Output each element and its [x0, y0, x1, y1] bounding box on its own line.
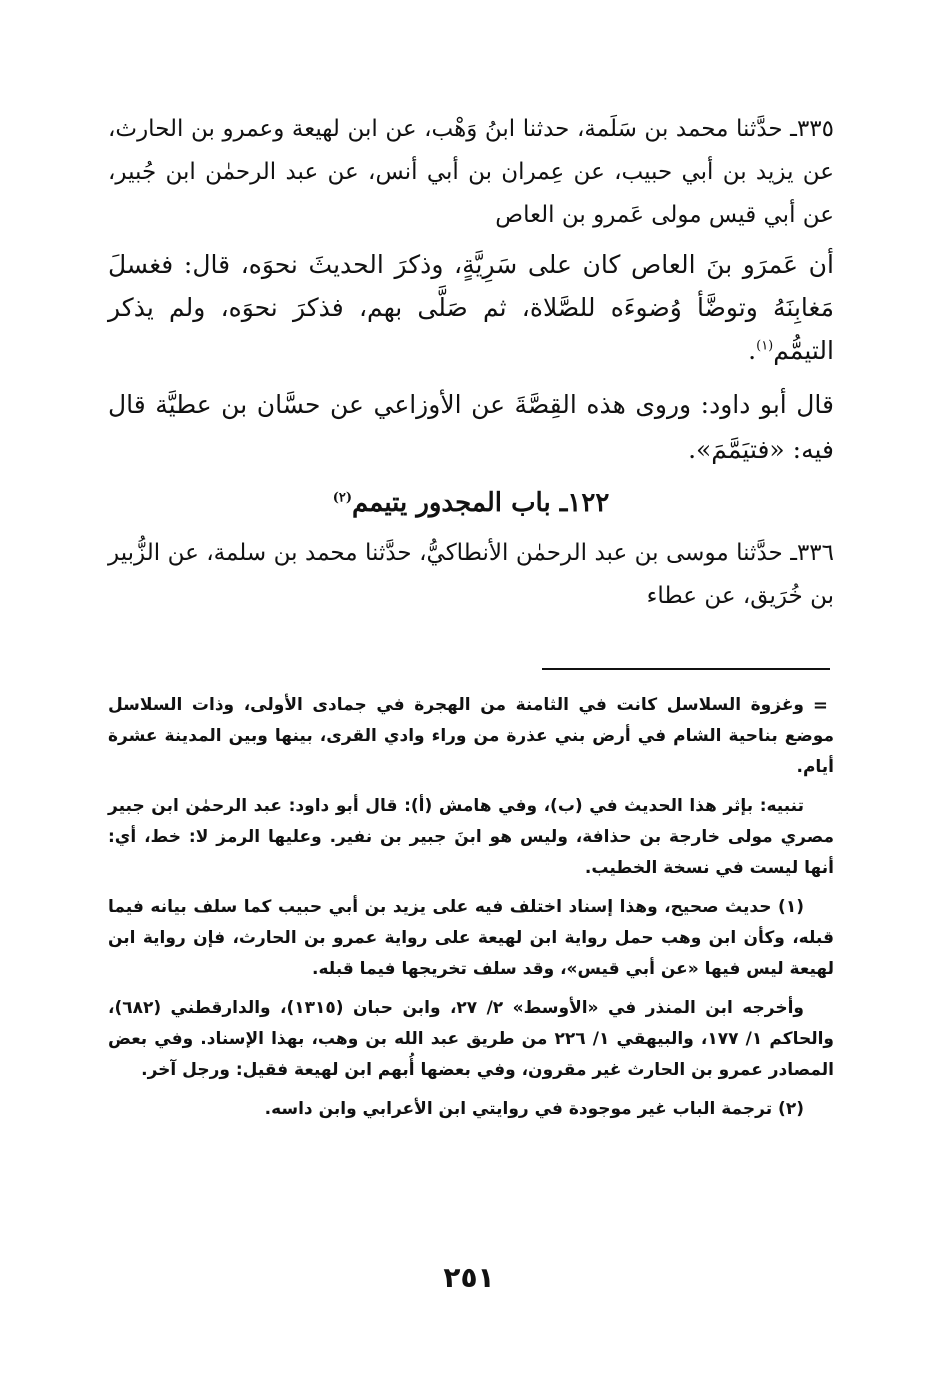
hadith-335-isnad: ٣٣٥ـ حدَّثنا محمد بن سَلَمة، حدثنا ابنُ وَهْب، عن ابن لهيعة وعمرو بن الحارث، عن يزيد بن أبي حبيب، عن عِمران بن أبي أنس، عن عبد الرحمٰن ابن جُبير، عن أبي قيس مولى عَمرو بن العاص	[108, 116, 834, 228]
continuation-mark: =	[812, 695, 828, 716]
main-text	[108, 108, 834, 618]
footnote-para-1: وغزوة السلاسل كانت في الثامنة من الهجرة في جمادى الأولى، وذات السلاسل موضع بناحية الشام في أرض بني عذرة من وراء وادي القرى، بينها وبين المدينة عشرة أيام.	[108, 695, 834, 777]
hadith-336-isnad: ٣٣٦ـ حدَّثنا موسى بن عبد الرحمٰن الأنطاكيُّ، حدَّثنا محمد بن سلمة، عن الزُّبير بن خُرَيق، عن عطاء	[108, 540, 834, 609]
page-number: ٢٥١	[443, 1261, 495, 1294]
footnote-separator	[542, 668, 830, 670]
abu-dawud-note: قال أبو داود: وروى هذه القِصَّةَ عن الأوزاعي عن حسَّان بن عطيَّة قال فيه: «فتيَمَّمَ».	[108, 390, 834, 464]
period: .	[748, 336, 757, 365]
hadith-335-matn: أن عَمرَو بنَ العاص كان على سَرِيَّةٍ، وذكرَ الحديثَ نحوَه، قال: فغسلَ مَغابِنَهُ وتوضَّأ وُضوءَه للصَّلاة، ثم صَلَّى بهم، فذكرَ نحوَه، ولم يذكر التيمُّم	[108, 250, 834, 365]
footnote-para-2: تنبيه: بإثر هذا الحديث في (ب)، وفي هامش (أ): قال أبو داود: عبد الرحمٰن ابن جبير مصري مولى خارجة بن حذافة، وليس هو ابنَ جبير بن نفير. وعليها الرمز لا: خط، أي: أنها ليست في نسخة الخطيب.	[108, 796, 834, 878]
footnote-ref-1: (١)	[756, 338, 774, 354]
chapter-heading	[108, 480, 834, 526]
hadith-335-text	[108, 243, 834, 372]
chapter-title: ١٢٢ـ باب المجدور يتيمم	[352, 488, 610, 518]
footnote-continuation	[108, 690, 834, 783]
footnotes-section	[108, 690, 834, 1133]
footnote-ref-2: (٢)	[332, 490, 352, 506]
footnote-1-continued: وأخرجه ابن المنذر في «الأوسط» ٢/ ٢٧، وابن حبان (١٣١٥)، والدارقطني (٦٨٢)، والحاكم ١/ ١٧٧، والبيهقي ١/ ٢٢٦ من طريق عبد الله بن وهب، بهذا الإسناد. وفي بعض المصادر عمرو بن الحارث غير مقرون، وفي بعضها أُبهم ابن لهيعة فقيل: ورجل آخر.	[108, 998, 835, 1080]
footnote-2: (٢) ترجمة الباب غير موجودة في روايتي ابن الأعرابي وابن داسه.	[264, 1099, 804, 1119]
footnote-1: (١) حديث صحيح، وهذا إسناد اختلف فيه على يزيد بن أبي حبيب كما سلف بيانه فيما قبله، وكأن ابن وهب حمل رواية ابن لهيعة على رواية عمرو بن الحارث، فإن رواية ابن لهيعة ليس فيها «عن أبي قيس»، وقد سلف تخريجها فيما قبله.	[108, 897, 834, 979]
